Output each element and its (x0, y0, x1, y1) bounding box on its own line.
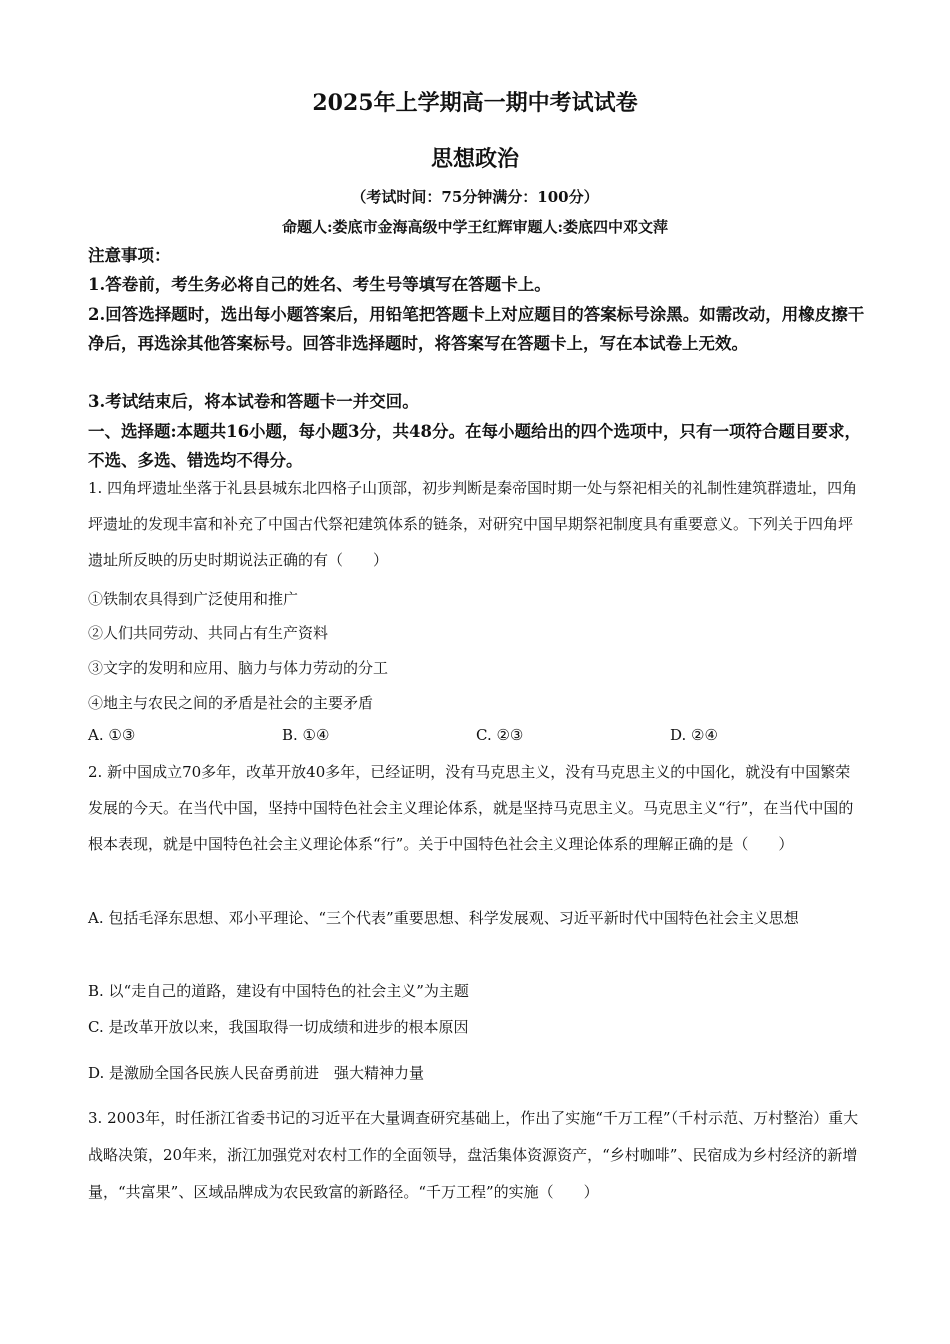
q2-option-a: A. 包括毛泽东思想、邓小平理论、“三个代表”重要思想、科学发展观、习近平新时代中国特色社会主义思想 (88, 909, 799, 927)
q1-option-d: D. ②④ (670, 726, 718, 744)
question-2-stem: 2. 新中国成立70多年，改革开放40多年，已经证明，没有马克思主义，没有马克思主义的中国化，就没有中国繁荣发展的今天。在当代中国，坚持中国特色社会主义理论体系，就是坚持马克思主义。马克思主义“行”，在当代中国的根本表现，就是中国特色社会主义理论体系“行”。关于中国特色社会主义理论体系的理解正确的是（ ） (88, 763, 854, 853)
note-item: 1.答卷前，考生务必将自己的姓名、考生号等填写在答题卡上。 (88, 275, 551, 294)
q2-option-b: B. 以“走自己的道路，建设有中国特色的社会主义”为主题 (88, 982, 469, 1000)
question-1-stem: 1. 四角坪遗址坐落于礼县县城东北四格子山顶部，初步判断是秦帝国时期一处与祭祀相关的礼制性建筑群遗址，四角坪遗址的发现丰富和补充了中国古代祭祀建筑体系的链条，对研究中国早期祭祀制度具有重要意义。下列关于四角坪遗址所反映的历史时期说法正确的有（ ） (88, 479, 858, 569)
q1-statement: ④地主与农民之间的矛盾是社会的主要矛盾 (88, 694, 374, 712)
q2-option-c: C. 是改革开放以来，我国取得一切成绩和进步的根本原因 (88, 1018, 469, 1036)
q1-option-b: B. ①④ (282, 726, 330, 744)
q1-statement: ③文字的发明和应用、脑力与体力劳动的分工 (88, 659, 389, 677)
exam-time-info: （考试时间：75分钟满分：100分） (351, 188, 599, 206)
q1-statement: ②人们共同劳动、共同占有生产资料 (88, 624, 329, 642)
exam-authors: 命题人:娄底市金海高级中学王红辉审题人:娄底四中邓文萍 (281, 218, 669, 236)
q1-statement: ①铁制农具得到广泛使用和推广 (88, 590, 299, 608)
note-item: 3.考试结束后，将本试卷和答题卡一并交回。 (88, 392, 419, 411)
question-3-stem: 3. 2003年，时任浙江省委书记的习近平在大量调查研究基础上，作出了实施“千万工程”（千村示范、万村整治）重大战略决策，20年来，浙江加强党对农村工作的全面领导，盘活集体资源资产，“乡村咖啡”、民宿成为乡村经济的新增量，“共富果”、区域品牌成为农民致富的新路径。“千万工程”的实施（ ） (88, 1109, 859, 1201)
notes-heading: 注意事项： (88, 246, 171, 265)
subject-title: 思想政治 (430, 146, 519, 172)
section-instructions: 一、选择题:本题共16小题，每小题3分，共48分。在每小题给出的四个选项中，只有一项符合题目要求，不选、多选、错选均不得分。 (88, 422, 861, 470)
q1-option-c: C. ②③ (476, 726, 524, 744)
q1-option-a: A. ①③ (88, 726, 136, 744)
note-item: 2.回答选择题时，选出每小题答案后，用铅笔把答题卡上对应题目的答案标号涂黑。如需改动，用橡皮擦干净后，再选涂其他答案标号。回答非选择题时，将答案写在答题卡上，写在本试卷上无效。 (88, 305, 865, 353)
q2-option-d: D. 是激励全国各民族人民奋勇前进 强大精神力量 (88, 1064, 425, 1082)
exam-title: 2025年上学期高一期中考试试卷 (312, 90, 638, 116)
